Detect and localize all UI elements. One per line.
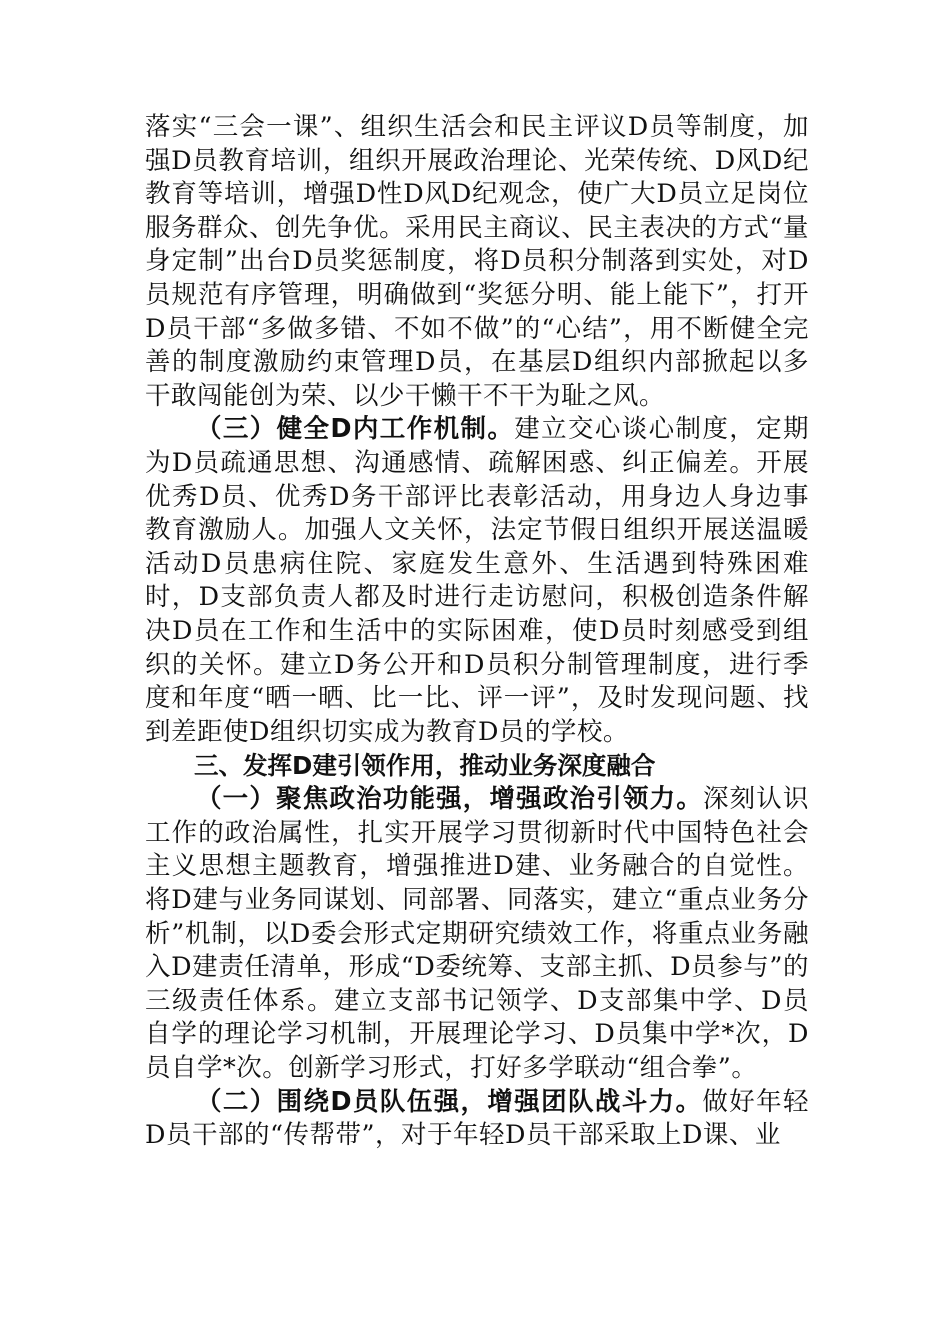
paragraph-3-lead: （一）聚焦政治功能强，增强政治引领力。: [196, 784, 703, 815]
paragraph-2-lead: （三）健全D内工作机制。: [196, 414, 515, 445]
paragraph-3: [145, 783, 809, 1085]
paragraph-4-lead: （二）围绕D员队伍强，增强团队战斗力。: [196, 1086, 703, 1117]
paragraph-4-text: 做好年轻D员干部的“传帮带”，对于年轻D员干部采取上D课、业: [145, 1086, 809, 1151]
document-page: [145, 111, 809, 1153]
paragraph-1-text: 落实“三会一课”、组织生活会和民主评议D员等制度，加强D员教育培训，组织开展政治理论、光荣传统、D风D纪教育等培训，增强D性D风D纪观念，使广大D员立足岗位服务群众、创先争优。采用民主商议、民主表决的方式“量身定制”出台D员奖惩制度，将D员积分制落到实处，对D员规范有序管理，明确做到“奖惩分明、能上能下”，打开D员干部“多做多错、不如不做”的“心结”，用不断健全完善的制度激励约束管理D员，在基层D组织内部掀起以多干敢闯能创为荣、以少干懒干不干为耻之风。: [145, 112, 809, 411]
paragraph-1: [145, 111, 809, 413]
paragraph-2: [145, 413, 809, 749]
paragraph-4: [145, 1086, 809, 1153]
paragraph-2-text: 建立交心谈心制度，定期为D员疏通思想、沟通感情、疏解困惑、纠正偏差。开展优秀D员、优秀D务干部评比表彰活动，用身边人身边事教育激励人。加强人文关怀，法定节假日组织开展送温暖活动D员患病住院、家庭发生意外、生活遇到特殊困难时，D支部负责人都及时进行走访慰问，积极创造条件解决D员在工作和生活中的实际困难，使D员时刻感受到组织的关怀。建立D务公开和D员积分制管理制度，进行季度和年度“晒一晒、比一比、评一评”，及时发现问题、找到差距使D组织切实成为教育D员的学校。: [145, 414, 809, 747]
paragraph-3-text: 深刻认识工作的政治属性，扎实开展学习贯彻新时代中国特色社会主义思想主题教育，增强推进D建、业务融合的自觉性。将D建与业务同谋划、同部署、同落实，建立“重点业务分析”机制，以D委会形式定期研究绩效工作，将重点业务融入D建责任清单，形成“D委统筹、支部主抓、D员参与”的三级责任体系。建立支部书记领学、D支部集中学、D员自学的理论学习机制，开展理论学习、D员集中学*次，D员自学*次。创新学习形式，打好多学联动“组合拳”。: [145, 784, 809, 1084]
section-heading-3: 三、发挥D建引领作用，推动业务深度融合: [194, 751, 656, 781]
